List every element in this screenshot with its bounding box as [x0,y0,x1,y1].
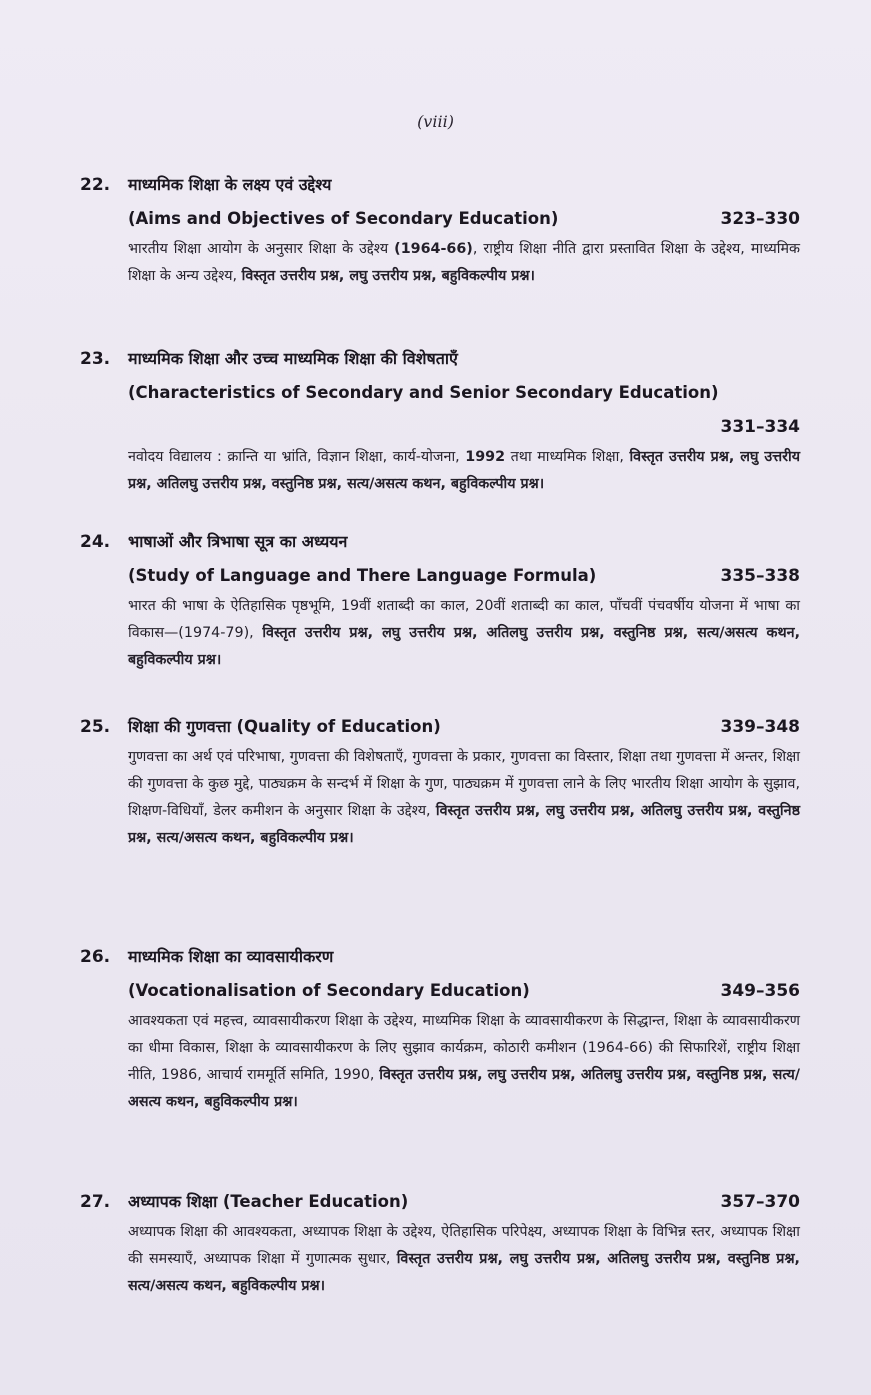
entry-description: अध्यापक शिक्षा की आवश्यकता, अध्यापक शिक्षा के उद्देश्य, ऐतिहासिक परिपेक्ष्य, अध्यापक शिक्षा के विभिन्न स्तर, अध्यापक शिक्षा की समस्याएँ, अध्यापक शिक्षा में गुणात्मक सुधार, विस्तृत उत्तरीय प्रश्न, लघु उत्तरीय प्रश्न, अतिलघु उत्तरीय प्रश्न, वस्तुनिष्ठ प्रश्न, सत्य/असत्य कथन, बहुविकल्पीय प्रश्न। [128,1224,800,1294]
entry-title-english: (Teacher Education) [222,1192,409,1211]
entry-page-range: 331–334 [720,417,800,437]
entry-page-range: 339–348 [720,717,800,737]
entry-title-hindi: अध्यापक शिक्षा [128,1192,223,1211]
toc-entry-24 [0,525,871,710]
entry-description: नवोदय विद्यालय : क्रान्ति या भ्रांति, विज्ञान शिक्षा, कार्य-योजना, 1992 तथा माध्यमिक शिक्षा, विस्तृत उत्तरीय प्रश्न, लघु उत्तरीय प्रश्न, अतिलघु उत्तरीय प्रश्न, वस्तुनिष्ठ प्रश्न, सत्य/असत्य कथन, बहुविकल्पीय प्रश्न। [128,449,800,492]
entry-description: भारत की भाषा के ऐतिहासिक पृष्ठभूमि, 19वीं शताब्दी का काल, 20वीं शताब्दी का काल, पाँचवीं पंचवर्षीय योजना में भाषा का विकास—(1974-79), विस्तृत उत्तरीय प्रश्न, लघु उत्तरीय प्रश्न, अतिलघु उत्तरीय प्रश्न, वस्तुनिष्ठ प्रश्न, सत्य/असत्य कथन, बहुविकल्पीय प्रश्न। [128,598,801,668]
toc-entry-27 [0,1185,871,1335]
entry-title-hindi: माध्यमिक शिक्षा के लक्ष्य एवं उद्देश्य [128,175,332,194]
toc-entry-23 [0,342,871,525]
entry-title-hindi: माध्यमिक शिक्षा का व्यावसायीकरण [128,947,334,966]
entry-number: 23. [80,349,111,369]
entry-title-hindi: शिक्षा की गुणवत्ता [128,717,237,736]
entry-page-range: 349–356 [720,981,800,1001]
entry-number: 24. [80,532,111,552]
table-of-contents [0,168,871,1335]
page-number: (viii) [417,112,454,131]
entry-number: 27. [80,1192,111,1212]
entry-number: 26. [80,947,111,967]
entry-title-hindi: भाषाओं और त्रिभाषा सूत्र का अध्ययन [128,532,348,551]
entry-title-english: (Quality of Education) [236,717,441,736]
entry-title-english: (Study of Language and There Language Formula) [128,566,597,585]
toc-entry-22 [0,168,871,342]
entry-title-english: (Vocationalisation of Secondary Education) [128,981,530,1000]
entry-title-hindi: माध्यमिक शिक्षा और उच्च माध्यमिक शिक्षा की विशेषताएँ [128,349,458,368]
entry-page-range: 323–330 [720,209,800,229]
entry-description: गुणवत्ता का अर्थ एवं परिभाषा, गुणवत्ता की विशेषताएँ, गुणवत्ता के प्रकार, गुणवत्ता का विस्तार, शिक्षा तथा गुणवत्ता में अन्तर, शिक्षा की गुणवत्ता के कुछ मुद्दे, पाठ्यक्रम के सन्दर्भ में शिक्षा के गुण, पाठ्यक्रम में गुणवत्ता लाने के लिए भारतीय शिक्षा आयोग के सुझाव, शिक्षण-विधियाँ, डेलर कमीशन के अनुसार शिक्षा के उद्देश्य, विस्तृत उत्तरीय प्रश्न, लघु उत्तरीय प्रश्न, अतिलघु उत्तरीय प्रश्न, वस्तुनिष्ठ प्रश्न, सत्य/असत्य कथन, बहुविकल्पीय प्रश्न। [128,749,800,846]
entry-title-english: (Characteristics of Secondary and Senior Secondary Education) [128,383,719,402]
entry-title-english: (Aims and Objectives of Secondary Education) [128,209,559,228]
entry-number: 25. [80,717,111,737]
toc-entry-26 [0,940,871,1185]
entry-description: भारतीय शिक्षा आयोग के अनुसार शिक्षा के उद्देश्य (1964-66), राष्ट्रीय शिक्षा नीति द्वारा प्रस्तावित शिक्षा के उद्देश्य, माध्यमिक शिक्षा के अन्य उद्देश्य, विस्तृत उत्तरीय प्रश्न, लघु उत्तरीय प्रश्न, बहुविकल्पीय प्रश्न। [128,241,800,284]
entry-description: आवश्यकता एवं महत्त्व, व्यावसायीकरण शिक्षा के उद्देश्य, माध्यमिक शिक्षा के व्यावसायीकरण के सिद्धान्त, शिक्षा के व्यावसायीकरण का धीमा विकास, शिक्षा के व्यावसायीकरण के लिए सुझाव कार्यक्रम, कोठारी कमीशन (1964-66) की सिफारिशें, राष्ट्रीय शिक्षा नीति, 1986, आचार्य राममूर्ति समिति, 1990, विस्तृत उत्तरीय प्रश्न, लघु उत्तरीय प्रश्न, अतिलघु उत्तरीय प्रश्न, वस्तुनिष्ठ प्रश्न, सत्य/असत्य कथन, बहुविकल्पीय प्रश्न। [128,1013,800,1110]
entry-number: 22. [80,175,111,195]
entry-page-range: 357–370 [720,1192,800,1212]
entry-page-range: 335–338 [720,566,800,586]
toc-entry-25 [0,710,871,940]
